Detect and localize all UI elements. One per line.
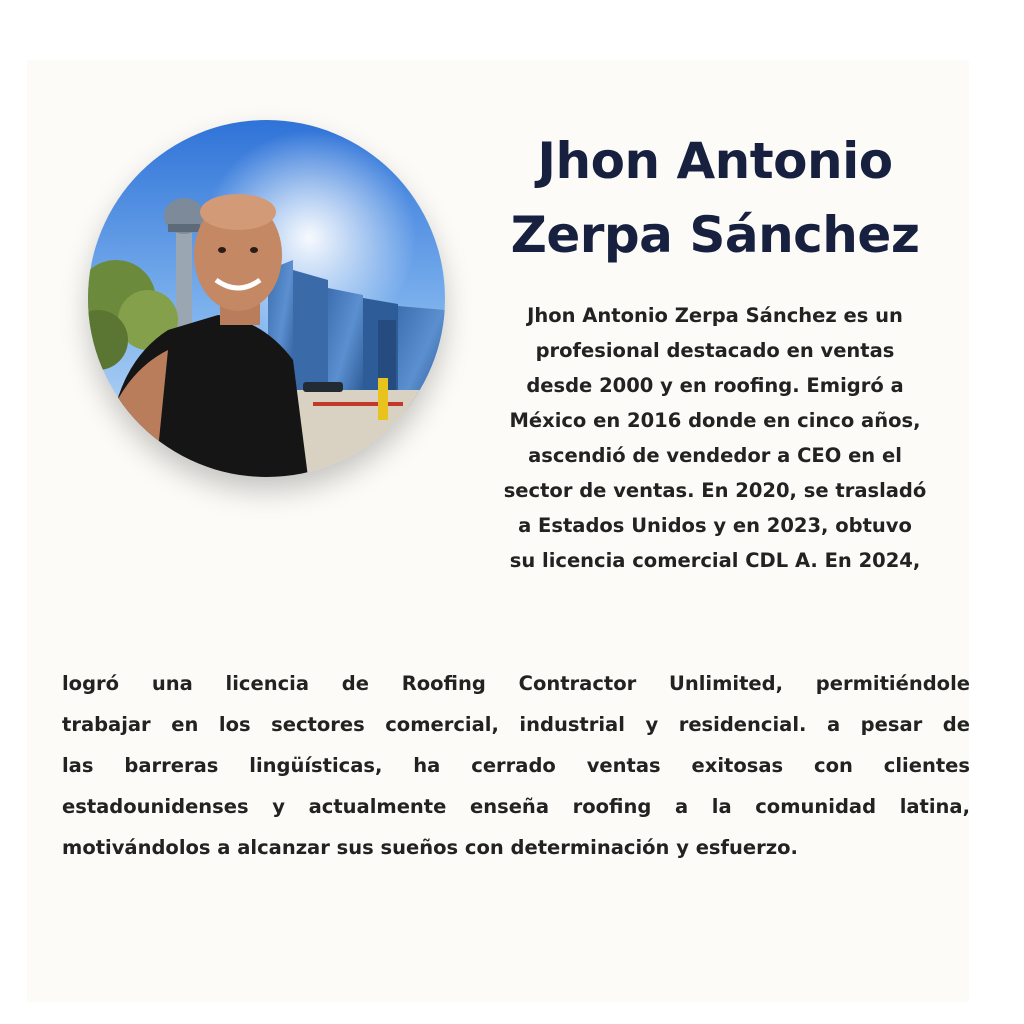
intro-paragraph: [455, 298, 975, 578]
intro-line: ascendió de vendedor a CEO en el: [528, 444, 902, 467]
bio-line: logró una licencia de Roofing Contractor Unlimited, permitiéndole: [62, 672, 970, 695]
bio-line: trabajar en los sectores comercial, industrial y residencial. a pesar de: [62, 713, 970, 736]
bio-line: motivándolos a alcanzar sus sueños con determinación y esfuerzo.: [62, 836, 798, 859]
intro-line: sector de ventas. En 2020, se trasladó: [503, 479, 927, 502]
profile-photo: [88, 120, 445, 477]
intro-line: su licencia comercial CDL A. En 2024,: [509, 549, 921, 572]
name-line: Jhon Antonio: [537, 132, 893, 190]
bio-paragraph: [62, 663, 970, 868]
intro-line: desde 2000 y en roofing. Emigró a: [526, 374, 904, 397]
bio-line: estadounidenses y actualmente enseña roofing a la comunidad latina,: [62, 795, 970, 818]
intro-line: a Estados Unidos y en 2023, obtuvo: [518, 514, 912, 537]
profile-name: [455, 124, 975, 272]
intro-line: profesional destacado en ventas: [535, 339, 895, 362]
intro-line: Jhon Antonio Zerpa Sánchez es un: [527, 304, 903, 327]
bio-line: las barreras lingüísticas, ha cerrado ventas exitosas con clientes: [62, 754, 970, 777]
name-line: Zerpa Sánchez: [510, 206, 920, 264]
intro-line: México en 2016 donde en cinco años,: [509, 409, 921, 432]
